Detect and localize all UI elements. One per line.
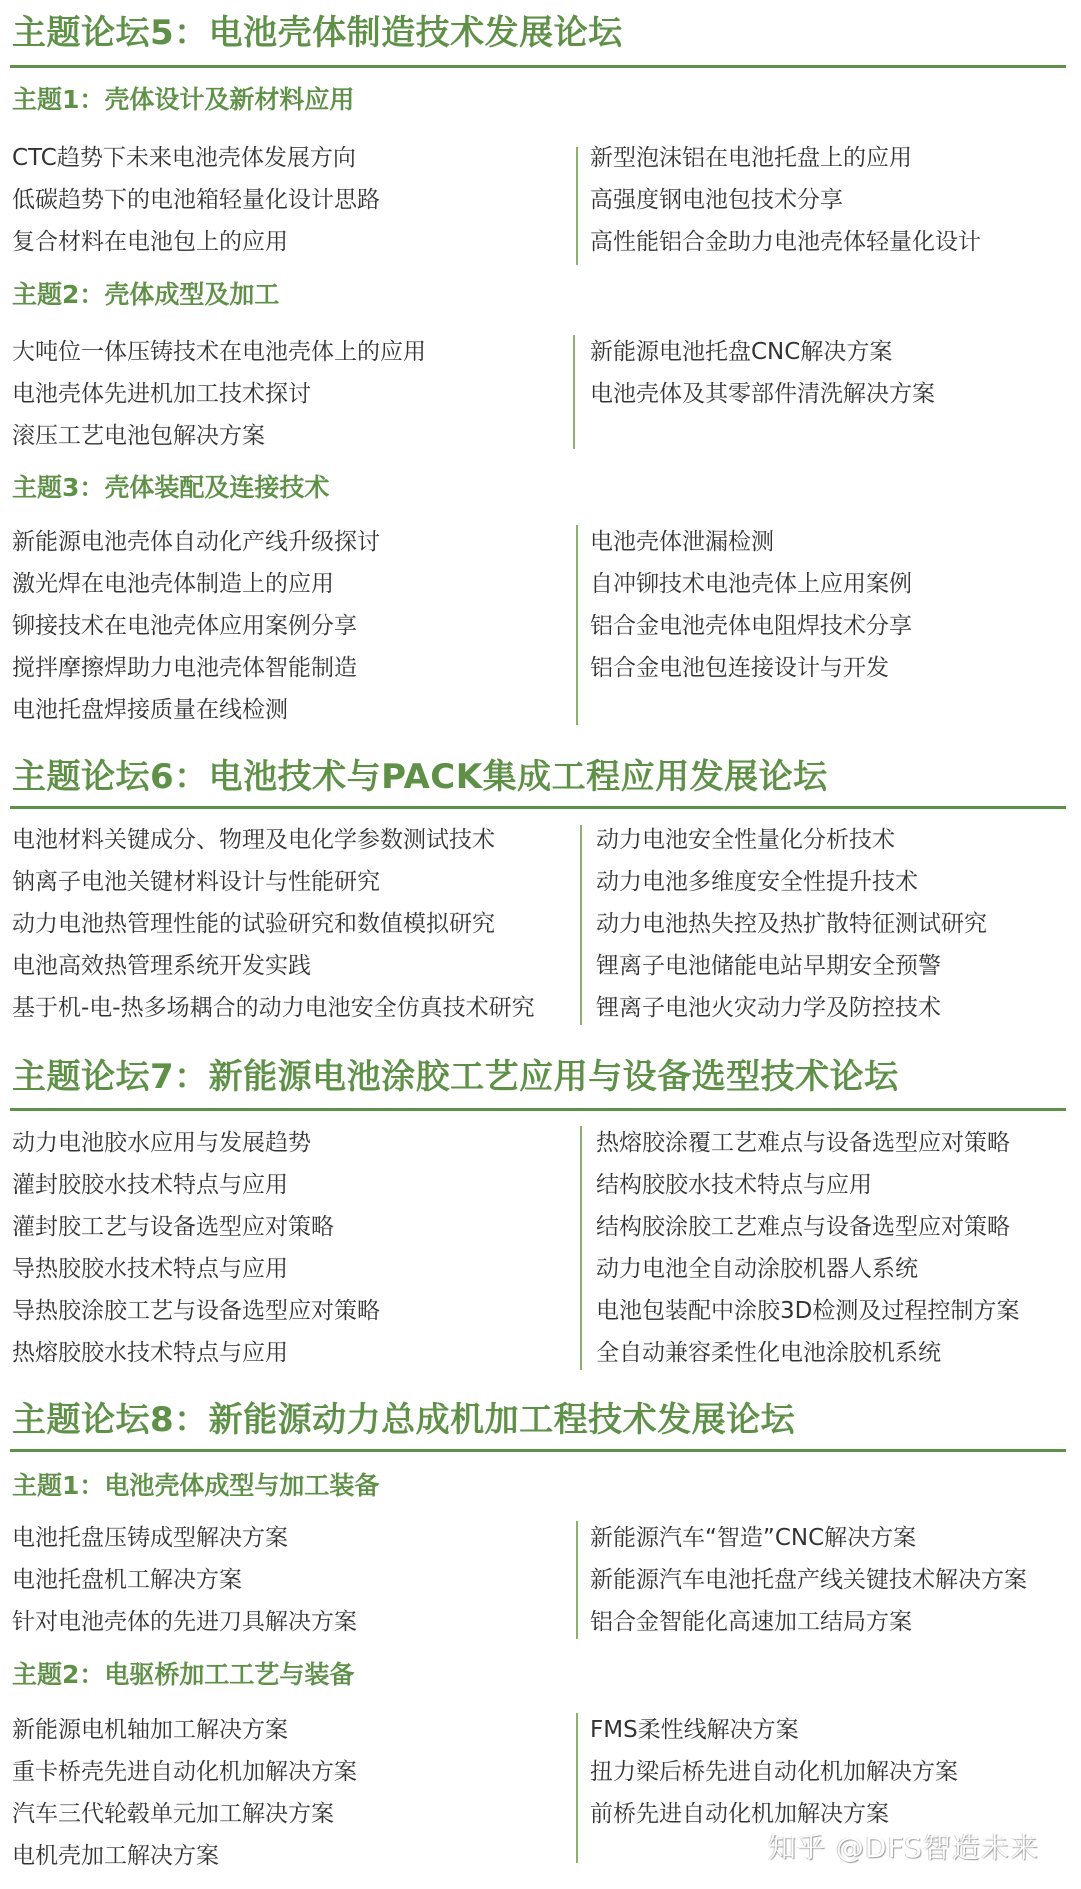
list-item: 动力电池多维度安全性提升技术 [596, 869, 918, 895]
forum-5-topic-2-title: 主题2：壳体成型及加工 [12, 280, 280, 309]
list-item: 电池材料关键成分、物理及电化学参数测试技术 [12, 827, 495, 853]
list-item: 锂离子电池储能电站早期安全预警 [596, 953, 941, 979]
list-item: 针对电池壳体的先进刀具解决方案 [12, 1609, 357, 1635]
forum-5-title: 主题论坛5：电池壳体制造技术发展论坛 [12, 13, 623, 53]
list-item: 电池托盘压铸成型解决方案 [12, 1525, 288, 1551]
list-item: 电池包装配中涂胶3D检测及过程控制方案 [596, 1298, 1020, 1324]
forum-8-topic-2-title: 主题2：电驱桥加工工艺与装备 [12, 1660, 355, 1689]
list-item: 灌封胶胶水技术特点与应用 [12, 1172, 288, 1198]
list-item: 动力电池全自动涂胶机器人系统 [596, 1256, 918, 1282]
list-item: 滚压工艺电池包解决方案 [12, 423, 265, 449]
list-item: 电池壳体先进机加工技术探讨 [12, 381, 311, 407]
list-item: 电池托盘机工解决方案 [12, 1567, 242, 1593]
list-item: 重卡桥壳先进自动化机加解决方案 [12, 1759, 357, 1785]
list-item: 铝合金电池包连接设计与开发 [590, 655, 889, 681]
list-item: 动力电池热失控及热扩散特征测试研究 [596, 911, 987, 937]
list-item: 电池壳体及其零部件清洗解决方案 [590, 381, 935, 407]
list-item: 结构胶胶水技术特点与应用 [596, 1172, 872, 1198]
list-item: 基于机-电-热多场耦合的动力电池安全仿真技术研究 [12, 995, 535, 1021]
list-item: 电机壳加工解决方案 [12, 1843, 219, 1869]
forum-6-title: 主题论坛6：电池技术与PACK集成工程应用发展论坛 [12, 757, 828, 797]
list-item: 铝合金电池壳体电阻焊技术分享 [590, 613, 912, 639]
list-item: 动力电池安全性量化分析技术 [596, 827, 895, 853]
list-item: 导热胶胶水技术特点与应用 [12, 1256, 288, 1282]
list-item: 低碳趋势下的电池箱轻量化设计思路 [12, 187, 380, 213]
list-item: CTC趋势下未来电池壳体发展方向 [12, 145, 356, 171]
watermark: 知乎 @DFS智造未来 [768, 1831, 1039, 1864]
list-item: 热熔胶涂覆工艺难点与设备选型应对策略 [596, 1130, 1010, 1156]
list-item: 钠离子电池关键材料设计与性能研究 [12, 869, 380, 895]
list-item: 结构胶涂胶工艺难点与设备选型应对策略 [596, 1214, 1010, 1240]
list-item: 电池高效热管理系统开发实践 [12, 953, 311, 979]
list-item: 前桥先进自动化机加解决方案 [590, 1801, 889, 1827]
column-divider [573, 335, 575, 449]
list-item: 灌封胶工艺与设备选型应对策略 [12, 1214, 334, 1240]
list-item: 复合材料在电池包上的应用 [12, 229, 288, 255]
list-item: 铝合金智能化高速加工结局方案 [590, 1609, 912, 1635]
forum-5-rule [10, 65, 1066, 68]
list-item: 锂离子电池火灾动力学及防控技术 [596, 995, 941, 1021]
list-item: 动力电池热管理性能的试验研究和数值模拟研究 [12, 911, 495, 937]
list-item: 新能源电机轴加工解决方案 [12, 1717, 288, 1743]
list-item: FMS柔性线解决方案 [590, 1717, 799, 1743]
list-item: 铆接技术在电池壳体应用案例分享 [12, 613, 357, 639]
column-divider [576, 1521, 578, 1639]
list-item: 新能源汽车电池托盘产线关键技术解决方案 [590, 1567, 1027, 1593]
forum-7-rule [10, 1108, 1066, 1111]
forum-7-title: 主题论坛7：新能源电池涂胶工艺应用与设备选型技术论坛 [12, 1057, 899, 1097]
forum-8-rule [10, 1449, 1066, 1452]
list-item: 动力电池胶水应用与发展趋势 [12, 1130, 311, 1156]
list-item: 热熔胶胶水技术特点与应用 [12, 1340, 288, 1366]
list-item: 导热胶涂胶工艺与设备选型应对策略 [12, 1298, 380, 1324]
list-item: 高性能铝合金助力电池壳体轻量化设计 [590, 229, 981, 255]
forum-5-topic-3-title: 主题3：壳体装配及连接技术 [12, 473, 330, 502]
list-item: 新能源电池托盘CNC解决方案 [590, 339, 893, 365]
column-divider [576, 525, 578, 725]
list-item: 电池壳体泄漏检测 [590, 529, 774, 555]
column-divider [576, 1713, 578, 1863]
forum-6-rule [10, 806, 1066, 809]
column-divider [580, 1126, 582, 1370]
list-item: 电池托盘焊接质量在线检测 [12, 697, 288, 723]
list-item: 搅拌摩擦焊助力电池壳体智能制造 [12, 655, 357, 681]
list-item: 高强度钢电池包技术分享 [590, 187, 843, 213]
list-item: 自冲铆技术电池壳体上应用案例 [590, 571, 912, 597]
forum-5-topic-1-title: 主题1：壳体设计及新材料应用 [12, 85, 355, 114]
forum-8-topic-1-title: 主题1：电池壳体成型与加工装备 [12, 1471, 380, 1500]
list-item: 激光焊在电池壳体制造上的应用 [12, 571, 334, 597]
column-divider [580, 825, 582, 1025]
list-item: 新能源汽车“智造”CNC解决方案 [590, 1525, 917, 1551]
list-item: 全自动兼容柔性化电池涂胶机系统 [596, 1340, 941, 1366]
list-item: 新型泡沫铝在电池托盘上的应用 [590, 145, 912, 171]
list-item: 汽车三代轮毂单元加工解决方案 [12, 1801, 334, 1827]
list-item: 新能源电池壳体自动化产线升级探讨 [12, 529, 380, 555]
forum-8-title: 主题论坛8：新能源动力总成机加工程技术发展论坛 [12, 1400, 796, 1440]
list-item: 大吨位一体压铸技术在电池壳体上的应用 [12, 339, 426, 365]
column-divider [576, 147, 578, 265]
list-item: 扭力梁后桥先进自动化机加解决方案 [590, 1759, 958, 1785]
